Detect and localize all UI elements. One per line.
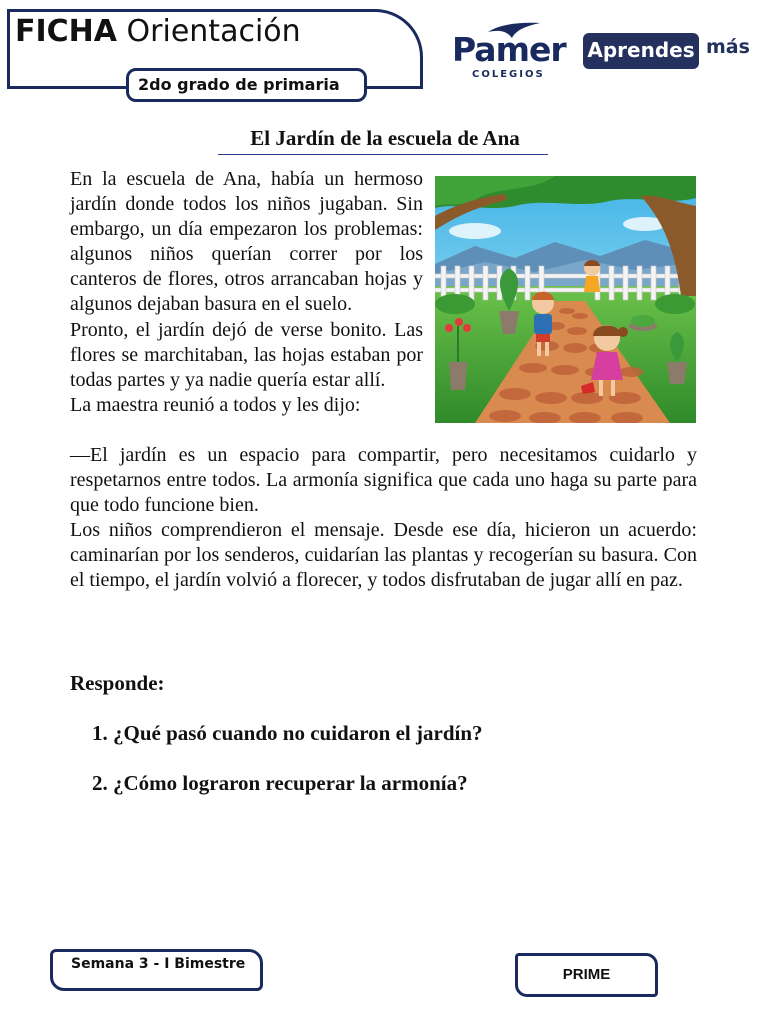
story-paragraph: —El jardín es un espacio para compartir, pero necesitamos cuidarlo y respetarnos entre todos. La armonía significa que cada uno haga su parte para que todo funcione bien. xyxy=(70,444,697,517)
story-paragraph: Pronto, el jardín dejó de verse bonito. Las flores se marchitaban, las hojas estaban por todas partes y ya nadie quería estar allí. xyxy=(70,318,423,391)
ficha-label: FICHA xyxy=(15,14,117,49)
aprendes-badge: Aprendes xyxy=(583,33,699,69)
question-2: 2. ¿Cómo lograron recuperar la armonía? xyxy=(92,771,468,795)
question-1: 1. ¿Qué pasó cuando no cuidaron el jardín? xyxy=(92,721,483,745)
week-label: Semana 3 - I Bimestre xyxy=(50,949,263,991)
garden-illustration xyxy=(435,176,696,423)
story-title: El Jardín de la escuela de Ana xyxy=(250,126,520,150)
logo-subtitle: COLEGIOS xyxy=(472,69,545,80)
story-paragraph: La maestra reunió a todos y les dijo: xyxy=(70,393,361,416)
subject-label: Orientación xyxy=(126,14,301,49)
pamer-logo xyxy=(452,20,566,82)
story-paragraph: Los niños comprendieron el mensaje. Desde ese día, hicieron un acuerdo: caminarían por los senderos, cuidarían las plantas y recogerían su basura. Con el tiempo, el jardín volvió a florecer, y todos disfrutaban de jugar allí en paz. xyxy=(70,519,697,592)
story-text-full xyxy=(70,443,697,594)
worksheet-title xyxy=(15,12,301,52)
logo-name: Pamer xyxy=(452,30,566,69)
story-text-top xyxy=(70,167,423,418)
grade-label: 2do grado de primaria xyxy=(126,68,367,102)
story-paragraph: En la escuela de Ana, había un hermoso jardín donde todos los niños jugaban. Sin embargo, un día empezaron los problemas: algunos niños querían correr por los canteros de flores, otros arrancaban hojas y algunos dejaban basura en el suelo. xyxy=(70,168,423,316)
title-underline xyxy=(218,154,548,155)
level-label: PRIME xyxy=(515,953,658,997)
responde-heading: Responde: xyxy=(70,671,165,695)
aprendes-suffix: más xyxy=(706,36,750,58)
